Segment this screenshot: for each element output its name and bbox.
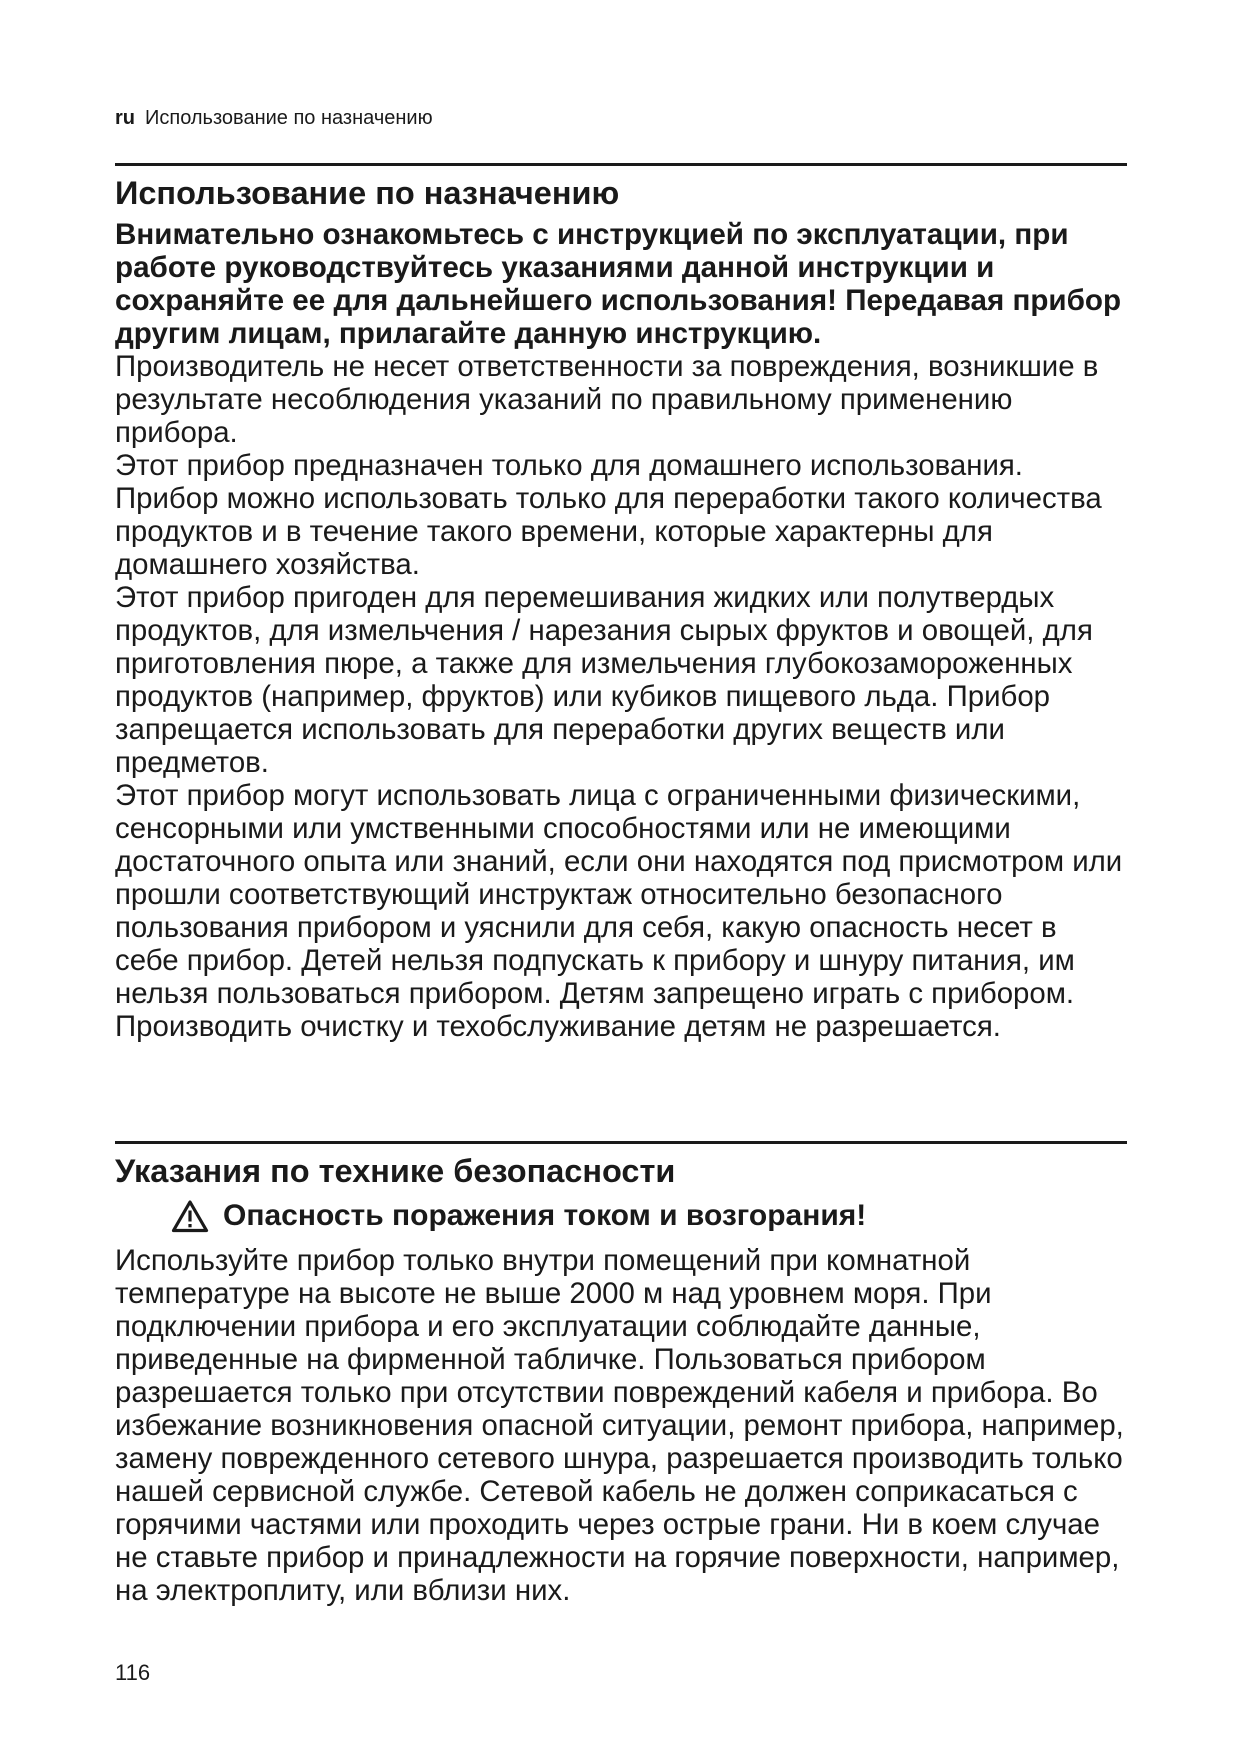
body-paragraph: Этот прибор могут использовать лица с ограниченными физическими, сенсорными или умственными способностями или не имеющими достаточного опыта или знаний, если они находятся под присмотром или прошли соответствующий инструктаж относительно безопасного пользования прибором и уяснили для себя, какую опасность несет в себе прибор. Детей нельзя подпускать к прибору и шнуру питания, им нельзя пользоваться прибором. Детям запрещено играть с прибором. Производить очистку и техобслуживание детям не разрешается. [115, 779, 1123, 1043]
body-paragraph: Этот прибор пригоден для перемешивания жидких или полутвердых продуктов, для измельчения / нарезания сырых фруктов и овощей, для приготовления пюре, а также для измельчения глубокозамороженных продуктов (например, фруктов) или кубиков пищевого льда. Прибор запрещается использовать для переработки других веществ или предметов. [115, 581, 1093, 779]
section-divider [115, 163, 1127, 166]
running-header [115, 106, 433, 130]
running-header-title: Использование по назначению [145, 107, 433, 129]
warning-title: Опасность поражения током и возгорания! [223, 1199, 867, 1232]
warning-box [171, 1192, 1127, 1240]
warning-triangle-icon [171, 1199, 209, 1233]
intended-use-section [115, 172, 1127, 1043]
body-paragraph: Используйте прибор только внутри помещений при комнатной температуре на высоте не выше 2000 м над уровнем моря. При подключении прибора и его эксплуатации соблюдайте данные, приведенные на фирменной табличке. Пользоваться прибором разрешается только при отсутствии повреждений кабеля и прибора. Во избежание возникновения опасной ситуации, ремонт прибора, например, замену поврежденного сетевого шнура, разрешается производить только нашей сервисной службе. Сетевой кабель не должен соприкасаться с горячими частями или проходить через острые грани. Ни в коем случае не ставьте прибор и принадлежности на горячие поверхности, например, на электроплиту, или вблизи них. [115, 1244, 1124, 1607]
section-heading: Использование по назначению [115, 175, 620, 211]
language-code: ru [115, 107, 135, 129]
lead-paragraph: Внимательно ознакомьтесь с инструкцией по эксплуатации, при работе руководствуйтесь указаниями данной инструкции и сохраняйте ее для дальнейшего использования! Передавая прибор другим лицам, прилагайте данную инструкцию. [115, 218, 1122, 350]
section-divider [115, 1141, 1127, 1144]
page-number: 116 [115, 1660, 151, 1685]
body-paragraph: Производитель не несет ответственности за повреждения, возникшие в результате несоблюдения указаний по правильному применению прибора. [115, 350, 1099, 449]
body-paragraph: Этот прибор предназначен только для домашнего использования. Прибор можно использовать только для переработки такого количества продуктов и в течение такого времени, которые характерны для домашнего хозяйства. [115, 449, 1102, 581]
safety-section [115, 1150, 1127, 1607]
section-heading: Указания по технике безопасности [115, 1153, 676, 1189]
